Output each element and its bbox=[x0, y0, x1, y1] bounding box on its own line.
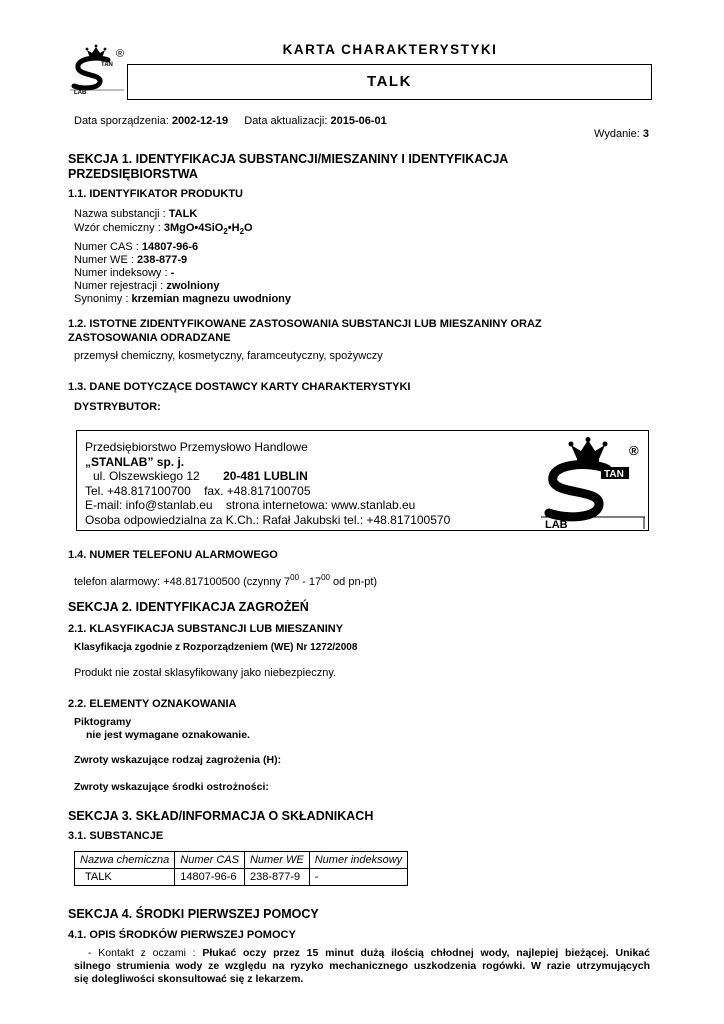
supplier-company-type: Przedsiębiorstwo Przemysłowo Handlowe bbox=[85, 440, 308, 454]
supplier-details bbox=[85, 440, 450, 527]
updated-value: 2015-06-01 bbox=[330, 115, 387, 127]
edition-label: Wydanie: bbox=[594, 128, 640, 140]
section4-title: SEKCJA 4. ŚRODKI PIERWSZEJ POMOCY bbox=[68, 907, 319, 921]
section2-title: SEKCJA 2. IDENTYFIKACJA ZAGROŻEŃ bbox=[68, 600, 309, 614]
section3-title: SEKCJA 3. SKŁAD/INFORMACJA O SKŁADNIKACH bbox=[68, 809, 374, 823]
subsection-2-2-title: 2.2. ELEMENTY OZNAKOWANIA bbox=[68, 698, 237, 710]
synonyms-row bbox=[74, 293, 291, 306]
subsection-1-2-title: 1.2. ISTOTNE ZIDENTYFIKOWANE ZASTOSOWANIA SUBSTANCJI LUB MIESZANINY ORAZ ZASTOSOWANIA ODRADZANE bbox=[68, 318, 542, 344]
we-row bbox=[74, 254, 291, 267]
product-title: TALK bbox=[367, 73, 412, 90]
pictograms-value: nie jest wymagane oznakowanie. bbox=[86, 729, 250, 741]
registration-value: zwolniony bbox=[166, 280, 220, 292]
subsection-1-4-title: 1.4. NUMER TELEFONU ALARMOWEGO bbox=[68, 549, 278, 561]
supplier-phone: Tel. +48.817100700 fax. +48.817100705 bbox=[85, 483, 311, 498]
table-cell: - bbox=[309, 869, 407, 886]
precautionary-statements-label: Zwroty wskazujące środki ostrożności: bbox=[74, 781, 269, 793]
formula-row bbox=[74, 222, 291, 238]
svg-text:LAB: LAB bbox=[545, 519, 568, 529]
cas-value: 14807-96-6 bbox=[141, 241, 199, 253]
index-row bbox=[74, 267, 291, 280]
created-label: Data sporządzenia: bbox=[74, 115, 169, 127]
index-label: Numer indeksowy : bbox=[74, 267, 168, 279]
table-header-cell: Numer CAS bbox=[175, 852, 245, 869]
table-cell: 238-877-9 bbox=[244, 869, 309, 886]
edition-value: 3 bbox=[642, 128, 649, 140]
distributor-label: DYSTRYBUTOR: bbox=[74, 401, 161, 413]
substance-name-value: TALK bbox=[168, 208, 198, 220]
section1-title bbox=[68, 152, 508, 182]
hazard-statements-label: Zwroty wskazujące rodzaj zagrożenia (H): bbox=[74, 754, 282, 766]
supplier-address bbox=[85, 469, 450, 484]
classification-text: Klasyfikacja zgodnie z Rozporządzeniem (WE) Nr 1272/2008 bbox=[74, 642, 358, 653]
eye-contact-line2: silnego strumienia wody ze względu na ryzyko mechanicznego uszkodzenia rogówki. W razie utrzymujących bbox=[74, 960, 650, 972]
registered-mark: ® bbox=[116, 48, 125, 60]
supplier-box bbox=[76, 430, 649, 531]
pictograms-label: Piktogramy bbox=[74, 716, 132, 728]
supplier-registered-mark: ® bbox=[629, 443, 639, 458]
product-identifier-list bbox=[74, 208, 291, 306]
subsection-1-3-title: 1.3. DANE DOTYCZĄCE DOSTAWCY KARTY CHARAKTERYSTYKI bbox=[68, 381, 411, 393]
edition-line bbox=[594, 128, 649, 141]
table-cell: TALK bbox=[75, 869, 175, 886]
not-classified-text: Produkt nie został sklasyfikowany jako niebezpieczny. bbox=[74, 667, 337, 679]
uses-text: przemysł chemiczny, kosmetyczny, faramceutyczny, spożywczy bbox=[74, 350, 383, 362]
subsection-3-1-title: 3.1. SUBSTANCJE bbox=[68, 830, 164, 842]
subsection-4-1-title: 4.1. OPIS ŚRODKÓW PIERWSZEJ POMOCY bbox=[68, 929, 296, 941]
svg-text:TAN: TAN bbox=[101, 62, 113, 68]
table-header-cell: Numer indeksowy bbox=[309, 852, 407, 869]
eye-contact-line1: - Kontakt z oczami : Płukać oczy przez 15 minut dużą ilością chłodnej wody, najlepiej bieżącej. Unikać bbox=[88, 947, 650, 959]
table-header-cell: Nazwa chemiczna bbox=[75, 852, 175, 869]
cas-row bbox=[74, 241, 291, 254]
labelling-elements bbox=[74, 716, 281, 794]
cas-label: Numer CAS : bbox=[74, 241, 139, 253]
eye-contact-text bbox=[74, 947, 650, 986]
updated-label: Data aktualizacji: bbox=[244, 115, 328, 127]
eye-contact-line3: się dolegliwości skonsultować się z lekarzem. bbox=[74, 973, 304, 985]
we-label: Numer WE : bbox=[74, 254, 134, 266]
subsection-2-1-title: 2.1. KLASYFIKACJA SUBSTANCJI LUB MIESZANINY bbox=[68, 623, 344, 635]
table-header-row bbox=[75, 852, 408, 869]
svg-text:LAB: LAB bbox=[74, 90, 87, 96]
supplier-company-name: „STANLAB” sp. j. bbox=[85, 454, 185, 469]
dates-line bbox=[74, 115, 387, 128]
index-value: - bbox=[170, 267, 175, 279]
formula-value: $3MgO•4SiO_2•H_2O$ bbox=[163, 222, 253, 236]
substances-table bbox=[74, 851, 408, 886]
svg-text:TAN: TAN bbox=[604, 469, 624, 480]
title-box bbox=[127, 64, 652, 100]
eye-contact-label: - Kontakt z oczami : bbox=[88, 947, 196, 959]
substance-name-label: Nazwa substancji : bbox=[74, 208, 166, 220]
supplier-street: ul. Olszewskiego 12 bbox=[93, 469, 200, 483]
supplier-city: 20-481 LUBLIN bbox=[223, 469, 308, 483]
registration-label: Numer rejestracji : bbox=[74, 280, 164, 292]
table-header-cell: Numer WE bbox=[244, 852, 309, 869]
table-cell: 14807-96-6 bbox=[175, 869, 245, 886]
synonyms-value: krzemian magnezu uwodniony bbox=[131, 293, 292, 305]
supplier-contact: Osoba odpowiedzialna za K.Ch.: Rafał Jakubski tel.: +48.817100570 bbox=[85, 512, 451, 527]
table-row bbox=[75, 869, 408, 886]
formula-label: Wzór chemiczny : bbox=[74, 222, 161, 234]
document-type: KARTA CHARAKTERYSTYKI bbox=[282, 42, 498, 57]
subsection-1-1-title: 1.1. IDENTYFIKATOR PRODUKTU bbox=[68, 188, 243, 200]
section1-title-line2: PRZEDSIĘBIORSTWA bbox=[68, 167, 198, 181]
substance-name-row bbox=[74, 208, 291, 221]
section1-title-line1: SEKCJA 1. IDENTYFIKACJA SUBSTANCJI/MIESZANINY I IDENTYFIKACJA bbox=[68, 152, 509, 166]
created-value: 2002-12-19 bbox=[171, 115, 229, 127]
synonyms-label: Synonimy : bbox=[74, 293, 129, 305]
we-value: 238-877-9 bbox=[136, 254, 188, 266]
supplier-email: E-mail: info@stanlab.eu strona internetowa: www.stanlab.eu bbox=[85, 498, 416, 512]
alarm-phone-text: telefon alarmowy: +48.817100500 (czynny $7^{00} - 17^{00}$ od pn-pt) bbox=[74, 573, 378, 588]
registration-row bbox=[74, 280, 291, 293]
